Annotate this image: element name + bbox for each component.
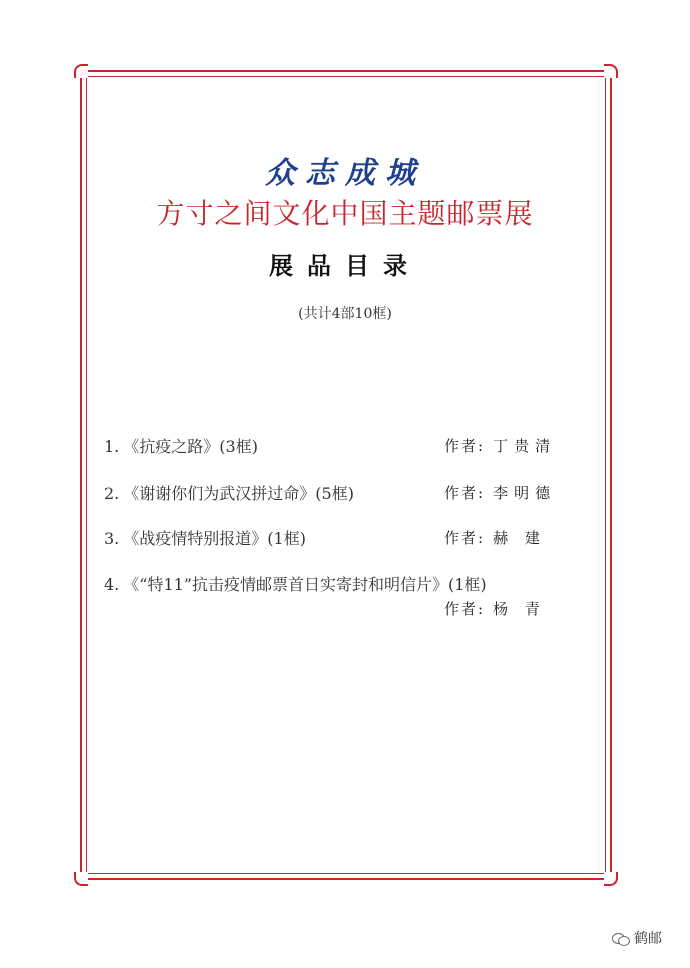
entry-author-3 bbox=[444, 527, 546, 548]
corner-ornament-bottom-right bbox=[604, 872, 618, 886]
author-name: 杨 青 bbox=[493, 600, 546, 618]
catalog-title: 展品目录 bbox=[269, 252, 421, 280]
exhibition-slogan: 众志成城 bbox=[265, 156, 425, 191]
entry-number: 4. bbox=[104, 575, 120, 594]
corner-ornament-top-left bbox=[74, 64, 88, 78]
entry-number: 2. bbox=[104, 484, 120, 503]
author-name: 赫 建 bbox=[493, 529, 546, 547]
exhibition-title: 方寸之间文化中国主题邮票展 bbox=[156, 197, 534, 230]
watermark bbox=[612, 928, 662, 948]
author-name: 李明德 bbox=[493, 484, 557, 502]
frame-count: (共计4部10框) bbox=[298, 306, 392, 322]
catalog-entry-4 bbox=[104, 572, 487, 595]
catalog-entry-2 bbox=[104, 481, 354, 504]
author-label: 作者: bbox=[444, 484, 486, 502]
watermark-text: 鹤邮 bbox=[634, 931, 662, 947]
author-label: 作者: bbox=[444, 437, 486, 455]
author-name: 丁贵清 bbox=[493, 437, 557, 455]
entry-author-2 bbox=[444, 482, 556, 503]
entry-title: 《谢谢你们为武汉拼过命》(5框) bbox=[123, 484, 354, 503]
entry-author-1 bbox=[444, 435, 556, 456]
author-label: 作者: bbox=[444, 529, 486, 547]
corner-ornament-bottom-left bbox=[74, 872, 88, 886]
corner-ornament-top-right bbox=[604, 64, 618, 78]
entry-number: 1. bbox=[104, 437, 120, 456]
entry-title: 《战疫情特别报道》(1框) bbox=[123, 529, 306, 548]
entry-author-4 bbox=[444, 598, 546, 619]
entry-title: 《“特11”抗击疫情邮票首日实寄封和明信片》(1框) bbox=[123, 575, 487, 594]
catalog-entry-1 bbox=[104, 434, 258, 457]
entry-title: 《抗疫之路》(3框) bbox=[123, 437, 258, 456]
wechat-icon bbox=[612, 931, 630, 945]
catalog-entry-3 bbox=[104, 526, 306, 549]
author-label: 作者: bbox=[444, 600, 486, 618]
entry-number: 3. bbox=[104, 529, 120, 548]
